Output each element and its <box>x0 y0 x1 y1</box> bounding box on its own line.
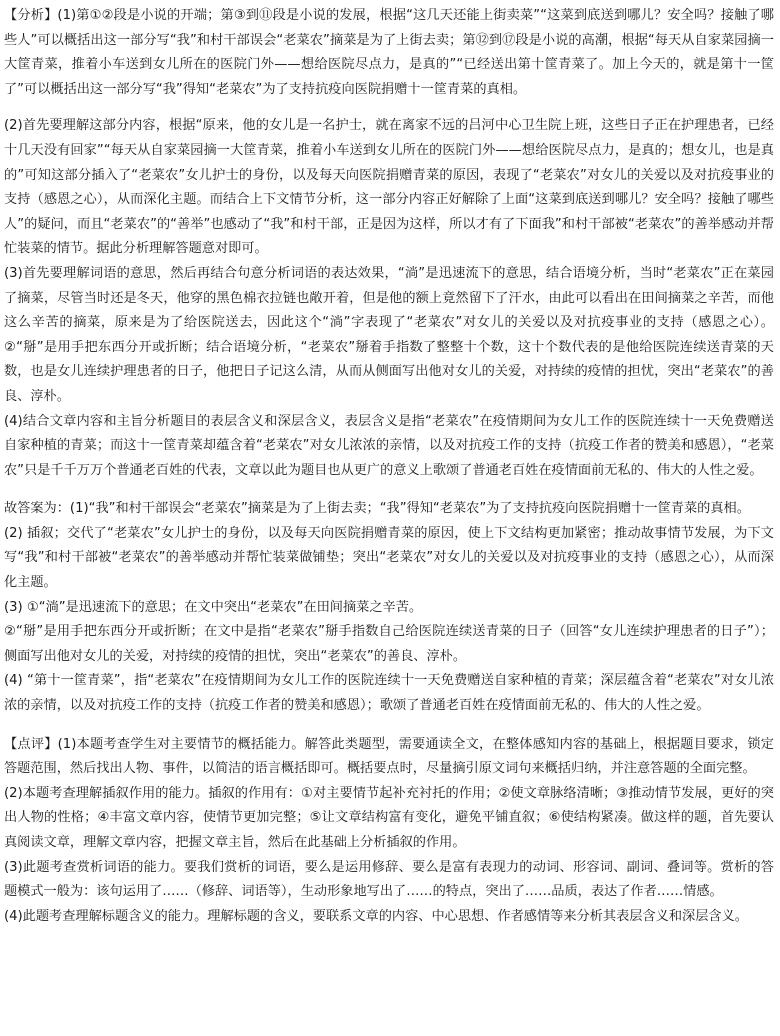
answer-part-3b: ②“掰”是用手把东西分开或折断；在文中是指“老菜农”掰手指数自己给医院连续送青菜的日子（回答“女儿连续护理患者的日子”）；侧面写出他对女儿的关爱，对持续的疫情的担忧，突出“老菜农”的善良、淳朴。 <box>4 624 774 664</box>
answer-part-1: 故答案为：(1)“我”和村干部误会“老菜农”摘菜是为了上街去卖；“我”得知“老菜农”为了支持抗疫向医院捐赠十一筐青菜的真相。 <box>4 501 750 517</box>
answer-part-4: (4) “第十一筐青菜”，指“老菜农”在疫情期间为女儿工作的医院连续十一天免费赠送自家种植的青菜；深层蕴含着“老菜农”对女儿浓浓的亲情，以及对抗疫工作的支持（抗疫工作者的赞美和感恩）；歌颂了普通老百姓在疫情面前无私的、伟大的人性之爱。 <box>4 673 774 714</box>
analysis-part-1: 【分析】(1)第①②段是小说的开端；第③到⑪段是小说的发展，根据“这几天还能上街卖菜”“这菜到底送到哪儿？安全吗？接触了哪些人”可以概括出这一部分写“我”和村干部误会“老菜农”摘菜是为了上街去卖；第⑫到⑰段是小说的高潮，根据“每天从自家菜园摘一大筐青菜，推着小车送到女儿所在的医院门外——想给医院尽点力，是真的”“已经送出第十筐青菜了。加上今天的，就是第十一筐了”可以概括出这一部分写“我”得知“老菜农”为了支持抗疫向医院捐赠十一筐青菜的真相。 <box>4 8 774 97</box>
comment-part-1: 【点评】(1)本题考查学生对主要情节的概括能力。解答此类题型，需要通读全文，在整体感知内容的基础上，根据题目要求，锁定答题范围，然后找出人物、事件，以简洁的语言概括即可。概括要点时，尽量摘引原文词句来概括归纳，并注意答题的全面完整。 <box>4 736 774 777</box>
answer-section <box>4 497 774 718</box>
analysis-section <box>4 4 774 483</box>
comment-section <box>4 733 774 930</box>
comment-part-3: (3)此题考查赏析词语的能力。要我们赏析的词语，要么是运用修辞、要么是富有表现力的动词、形容词、副词、叠词等。赏析的答题模式一般为：该句运用了……（修辞、词语等），生动形象地写出了……的特点，突出了……品质，表达了作者……情感。 <box>4 859 774 900</box>
analysis-part-4: (4)结合文章内容和主旨分析题目的表层含义和深层含义，表层含义是指“老菜农”在疫情期间为女儿工作的医院连续十一天免费赠送自家种植的青菜；而这十一筐青菜却蕴含着“老菜农”对女儿浓浓的亲情，以及对抗疫工作的支持（抗疫工作者的赞美和感恩），“老菜农”只是千千万万个普通老百姓的代表，文章以此为题目也从更广的意义上歌颂了普通老百姓在疫情面前无私的、伟大的人性之爱。 <box>4 413 774 478</box>
comment-part-4: (4)此题考查理解标题含义的能力。理解标题的含义，要联系文章的内容、中心思想、作者感情等来分析其表层含义和深层含义。 <box>4 908 748 924</box>
analysis-part-2: (2)首先要理解这部分内容，根据“原来，他的女儿是一名护士，就在离家不远的吕河中心卫生院上班，这些日子正在护理患者，已经十几天没有回家”“每天从自家菜园摘一大筐青菜，推着小车送到女儿所在的医院门外——想给医院尽点力，是真的；想女儿，也是真的”可知这部分插入了“老菜农”女儿护士的身份，以及每天向医院捐赠青菜的原因，表现了“老菜农”对女儿的关爱以及对抗疫事业的支持（感恩之心），从而深化主题。而结合上下文情节分析，这一部分内容正好解除了上面“这菜到底送到哪儿？安全吗？接触了哪些人”的疑问，而且“老菜农”的“善举”也感动了“我”和村干部，正是因为这样，所以才有了下面我”和村干部被“老菜农”的善举感动并帮忙装菜的情节。据此分析理解答题意对即可。 <box>4 118 774 257</box>
comment-part-2: (2)本题考查理解插叙作用的能力。插叙的作用有：①对主要情节起补充衬托的作用；②使文章脉络清晰；③推动情节发展，更好的突出人物的性格；④丰富文章内容，使情节更加完整；⑤让文章结构富有变化，避免平铺直叙；⑥使结构紧凑。做这样的题，首先要认真阅读文章，理解文章内容，把握文章主旨，然后在此基础上分析插叙的作用。 <box>4 785 774 850</box>
answer-part-3a: (3) ①“淌”是迅速流下的意思；在文中突出“老菜农”在田间摘菜之辛苦。 <box>4 599 423 615</box>
answer-part-2: (2) 插叙；交代了“老菜农”女儿护士的身份，以及每天向医院捐赠青菜的原因，使上下文结构更加紧密；推动故事情节发展，为下文写“我”和村干部被“老菜农”的善举感动并帮忙装菜做铺垫；突出“老菜农”对女儿的关爱以及对抗疫事业的支持（感恩之心），从而深化主题。 <box>4 525 774 591</box>
analysis-part-3: (3)首先要理解词语的意思，然后再结合句意分析词语的表达效果，“淌”是迅速流下的意思，结合语境分析，当时“老菜农”正在菜园了摘菜，尽管当时还是冬天，他穿的黑色棉衣拉链也敞开着，但是他的额上竟然留下了汗水，由此可以看出在田间摘菜之辛苦，而他这么辛苦的摘菜，原来是为了给医院送去，因此这个“淌”字表现了“老菜农”对女儿的关爱以及对抗疫事业的支持（感恩之心）。②“掰”是用手把东西分开或折断；结合语境分析，“老菜农”掰着手指数了整整十个数，这十个数代表的是他给医院连续送青菜的天数，也是女儿连续护理患者的日子，他把日子记这么清，从而从侧面写出他对女儿的关爱，对持续的疫情的担忧，突出“老菜农”的善良、淳朴。 <box>4 265 774 404</box>
